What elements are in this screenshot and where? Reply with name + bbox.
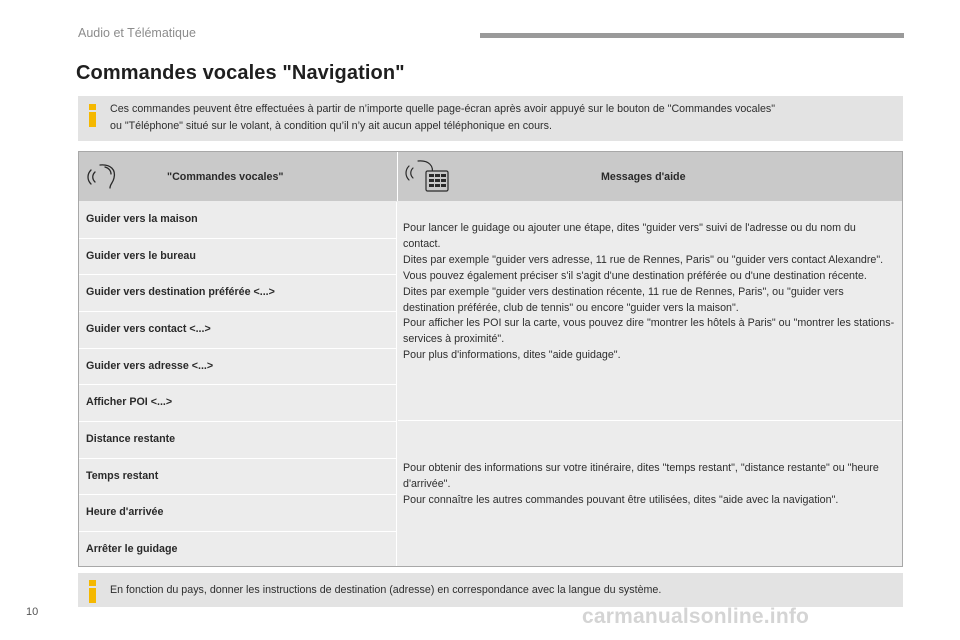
info-text-line-2: ou "Téléphone" situé sur le volant, à condition qu’il n’y ait aucun appel téléphonique en cours. <box>110 120 552 132</box>
column-header-help-label: Messages d'aide <box>601 171 686 183</box>
help-paragraph: Pour obtenir des informations sur votre itinéraire, dites "temps restant", "distance restante" ou "heure d'arrivée". <box>403 462 879 490</box>
command-cell: Guider vers la maison <box>79 202 397 239</box>
command-cell: Arrêter le guidage <box>79 532 397 566</box>
voice-commands-table <box>78 151 903 567</box>
voice-help-screen-icon <box>404 157 454 195</box>
help-paragraph: Pour afficher les POI sur la carte, vous pouvez dire "montrer les hôtels à Paris" ou "montrer les stations-services à proximité". <box>403 317 895 346</box>
section-title: Audio et Télématique <box>78 26 196 40</box>
info-text: En fonction du pays, donner les instructions de destination (adresse) en correspondance avec la langue du système. <box>110 584 662 596</box>
info-text-line-1: Ces commandes peuvent être effectuées à partir de n’importe quelle page-écran après avoir appuyé sur le bouton de "Commandes vocales" <box>110 103 776 115</box>
info-icon <box>88 580 97 603</box>
voice-command-icon <box>85 162 121 192</box>
column-header-help <box>398 152 902 201</box>
command-cell: Guider vers destination préférée <...> <box>79 275 397 312</box>
command-cell: Afficher POI <...> <box>79 385 397 422</box>
help-paragraph: Pour lancer le guidage ou ajouter une étape, dites "guider vers" suivi de l'adresse ou du nom du contact. <box>403 222 856 250</box>
help-paragraph: Vous pouvez également préciser s'il s'agit d'une destination préférée ou d'une destination récente. <box>403 269 867 282</box>
help-cell-guidance <box>398 202 902 421</box>
header-rule <box>480 33 904 38</box>
command-cell: Guider vers adresse <...> <box>79 349 397 385</box>
watermark: carmanualsonline.info <box>582 605 810 628</box>
help-paragraph: Dites par exemple "guider vers adresse, 11 rue de Rennes, Paris" ou "guider vers contact Alexandre". <box>403 253 884 266</box>
column-header-commands-label: "Commandes vocales" <box>167 171 284 183</box>
command-cell: Guider vers le bureau <box>79 239 397 275</box>
info-box-bottom <box>78 573 903 607</box>
command-cell: Temps restant <box>79 459 397 495</box>
help-paragraph: Dites par exemple "guider vers destination récente, 11 rue de Rennes, Paris", ou "guider vers destination préférée, club de tennis" ou encore "guider vers la maison". <box>403 285 844 314</box>
page-number: 10 <box>26 606 39 618</box>
help-paragraph: Pour plus d'informations, dites "aide guidage". <box>403 349 621 362</box>
page-title: Commandes vocales "Navigation" <box>76 62 405 84</box>
help-paragraph: Pour connaître les autres commandes pouvant être utilisées, dites "aide avec la navigation". <box>403 493 839 506</box>
column-header-commands <box>79 152 398 201</box>
help-cell-trip-info <box>398 422 902 566</box>
command-cell: Guider vers contact <...> <box>79 312 397 349</box>
command-cell: Distance restante <box>79 422 397 459</box>
info-box-top <box>78 96 903 141</box>
info-icon <box>88 104 97 127</box>
command-cell: Heure d'arrivée <box>79 495 397 532</box>
